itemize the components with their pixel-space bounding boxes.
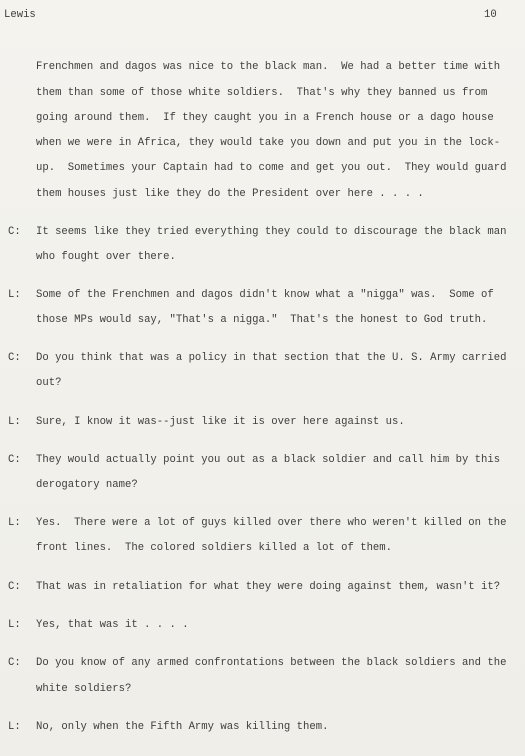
paragraph-line: They would actually point you out as a black soldier and call him by this (36, 454, 501, 466)
paragraph-line: It seems like they tried everything they could to discourage the black man (36, 226, 507, 238)
speaker-label: L: (8, 289, 21, 301)
speaker-label: C: (8, 226, 21, 238)
paragraph-line: Do you think that was a policy in that section that the U. S. Army carried (36, 352, 507, 364)
paragraph-line: out? (36, 377, 62, 389)
paragraph-line: Yes. There were a lot of guys killed over there who weren't killed on the (36, 517, 507, 529)
paragraph-line: Some of the Frenchmen and dagos didn't know what a "nigga" was. Some of (36, 289, 494, 301)
paragraph-line: That was in retaliation for what they were doing against them, wasn't it? (36, 581, 501, 593)
paragraph-line: Frenchmen and dagos was nice to the black man. We had a better time with (36, 61, 501, 73)
speaker-label: C: (8, 454, 21, 466)
paragraph-line: Do you know of any armed confrontations between the black soldiers and the (36, 657, 507, 669)
paragraph-line: front lines. The colored soldiers killed a lot of them. (36, 542, 393, 554)
paragraph-line: up. Sometimes your Captain had to come and get you out. They would guard (36, 162, 507, 174)
speaker-label: L: (8, 416, 21, 428)
paragraph-line: derogatory name? (36, 479, 138, 491)
paragraph-line: going around them. If they caught you in a French house or a dago house (36, 112, 494, 124)
speaker-label: L: (8, 517, 21, 529)
paragraph-line: Yes, that was it . . . . (36, 619, 189, 631)
speaker-label: C: (8, 657, 21, 669)
header-name: Lewis (4, 9, 36, 21)
speaker-label: C: (8, 352, 21, 364)
paragraph-line: who fought over there. (36, 251, 176, 263)
paragraph-line: white soldiers? (36, 683, 132, 695)
paragraph-line: when we were in Africa, they would take you down and put you in the lock- (36, 137, 501, 149)
paragraph-line: them than some of those white soldiers. That's why they banned us from (36, 87, 488, 99)
paragraph-line: No, only when the Fifth Army was killing them. (36, 721, 329, 733)
paragraph-line: Sure, I know it was--just like it is over here against us. (36, 416, 405, 428)
paragraph-line: those MPs would say, "That's a nigga." That's the honest to God truth. (36, 314, 488, 326)
speaker-label: L: (8, 619, 21, 631)
speaker-label: L: (8, 721, 21, 733)
speaker-label: C: (8, 581, 21, 593)
paragraph-line: them houses just like they do the President over here . . . . (36, 188, 424, 200)
page-number: 10 (484, 9, 497, 21)
